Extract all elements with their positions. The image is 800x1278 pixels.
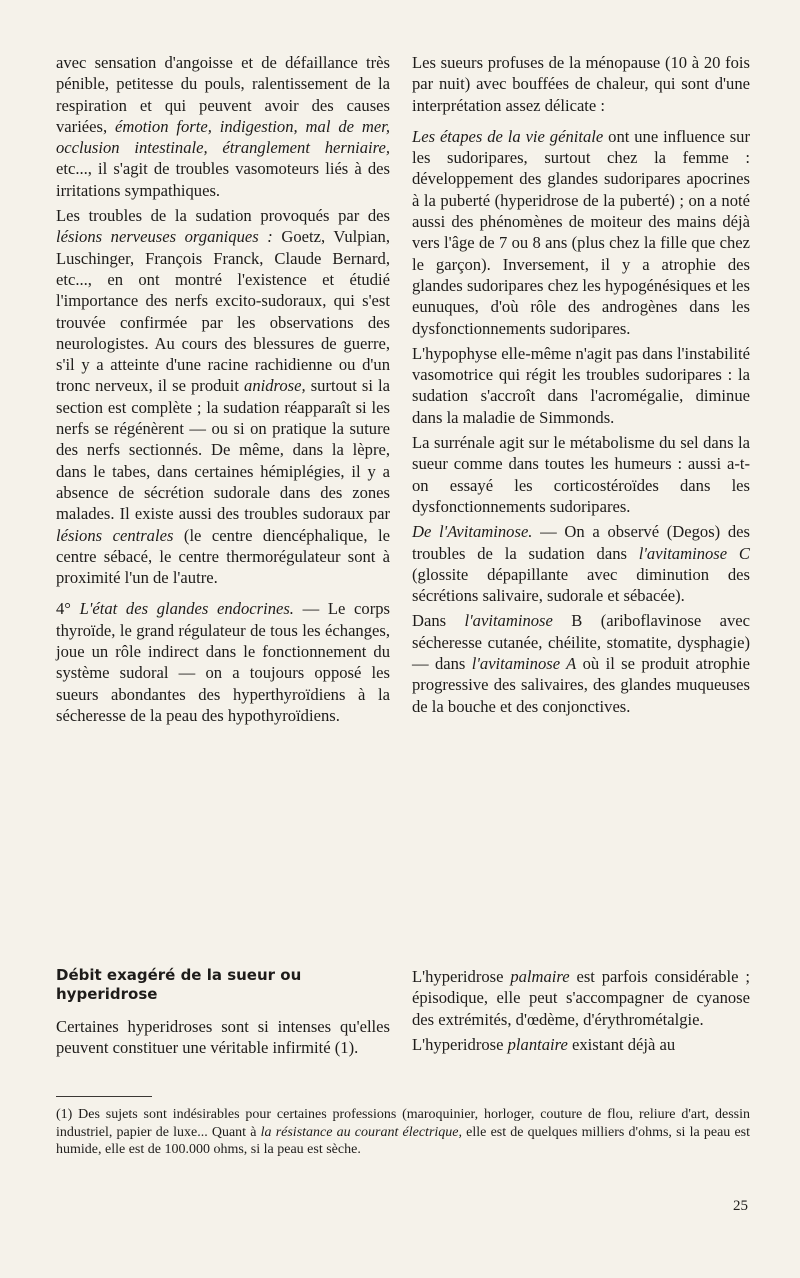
footnote xyxy=(56,1106,750,1159)
text-run: B (ariboflavinose avec sécheresse cutanée, chéilite, stomatite, dysphagie) — dans xyxy=(412,611,750,674)
paragraph-endocrine-glands xyxy=(56,598,390,726)
italic-run: Les étapes de la vie génitale xyxy=(412,126,604,146)
italic-run: l'avitaminose C xyxy=(638,543,750,563)
paragraph-avitaminosis xyxy=(412,521,750,606)
paragraph-hypophysis: L'hypophyse elle-même n'agit pas dans l'instabilité vasomotrice qui régit les troubles sudoripares : la sudation s'accroît dans l'acromégalie, diminue dans la maladie de Simmonds. xyxy=(412,343,750,427)
paragraph-adrenal: La surrénale agit sur le métabolisme du sel dans la sueur comme dans toutes les humeurs : aussi a-t-on essayé les corticostéroïdes dans les dysfonctionnements sudoripares. xyxy=(412,433,750,516)
text-run: — Le corps thyroïde, le grand régulateur de tous les échanges, joue un rôle indirect dans le fonctionnement du système sudoral — on a toujours opposé les sueurs abondantes des hyperthyroïdiens à la sécheresse de la peau des hypothyroïdiens. xyxy=(56,599,390,725)
italic-run: palmaire xyxy=(510,967,570,986)
text-run: L'hyperidrose xyxy=(412,1034,508,1054)
italic-run: lésions centrales xyxy=(56,525,174,545)
text-run: elle est de quelques milliers d'ohms, si la peau est humide, elle est de 100.000 ohms, si la peau est sèche. xyxy=(56,1124,751,1158)
paragraph-palmar xyxy=(412,966,750,1030)
text-run: existant déjà au xyxy=(567,1034,676,1054)
paragraph-nervous-lesions xyxy=(56,205,390,588)
text-run: ont une influence sur les sudoripares, surtout chez la femme : développement des glandes sudoripares apocrines à la puberté (hyperidrose de la puberté) ; on a noté aussi des phénomènes de moiteur des mains déjà vers l'âge de 7 ou 8 ans (plus chez la fille que chez le garçon). Inversement, il y a atrophie des glandes sudoripares chez les hypogénésiques et les eunuques, d'où rôle des androgènes dans les dysfonctionnements sudoripares. xyxy=(412,126,751,338)
italic-run: lésions nerveuses organiques : xyxy=(56,227,273,247)
italic-run: plantaire xyxy=(507,1034,568,1054)
text-run: où il se produit atrophie progressive des salivaires, des glandes muqueuses de la bouche et des conjonctives. xyxy=(412,654,750,716)
italic-run: la résistance au courant électrique, xyxy=(260,1124,463,1140)
text-run: (glossite dépapillante avec diminution des sécrétions salivaire, sudorale et sébacée). xyxy=(412,564,750,606)
text-run: Les troubles de la sudation provoqués par des xyxy=(56,206,390,226)
italic-run: anidrose, xyxy=(244,376,306,396)
paragraph-menopause: Les sueurs profuses de la ménopause (10 à 20 fois par nuit) avec bouffées de chaleur, qui sont d'une interprétation assez délicate : xyxy=(412,53,750,115)
text-run: surtout si la section est complète ; la sudation réapparaît si les nerfs se régénèrent — ou si on pratique la suture des nerfs sectionnés. De même, dans la lèpre, dans le tabes, dans certaines hémiplégies, il y a absence de sécrétion sudorale dans des zones malades. Il existe aussi des troubles sudoraux par xyxy=(56,376,390,524)
right-column-upper xyxy=(412,52,750,717)
paragraph-hyperidrosis-intro: Certaines hyperidroses sont si intenses qu'elles peuvent constituer une véritable infirmité (1). xyxy=(56,1017,390,1058)
text-run: (le centre diencéphalique, le centre sébacé, le centre thermorégulateur sont à proximité l'un de l'autre. xyxy=(56,525,390,588)
paragraph-genital-stages xyxy=(412,126,750,339)
footnote-divider xyxy=(56,1096,152,1097)
italic-run: l'avitaminose xyxy=(464,611,553,631)
text-run: Dans xyxy=(412,611,465,631)
text-run: avec sensation d'angoisse et de défaillance très pénible, petitesse du pouls, ralentissement de la respiration et qui peuvent avoir des causes variées, xyxy=(56,53,390,136)
right-column-lower xyxy=(412,966,750,1055)
paragraph-avitaminosis-b-a xyxy=(412,610,750,716)
text-run: Goetz, Vulpian, Luschinger, François Franck, Claude Bernard, etc..., en ont montré l'existence et étudié l'importance des nerfs excito-sudoraux, qui s'est trouvée confirmée par les observations des neurologistes. Au cours des blessures de guerre, s'il y a atteinte d'une racine rachidienne ou d'un tronc nerveux, il se produit xyxy=(56,227,390,396)
page-number: 25 xyxy=(733,1198,748,1214)
paragraph-vasomotor xyxy=(56,52,390,201)
text-run: (1) Des sujets sont indésirables pour certaines professions (maroquinier, horloger, couture de flou, reliure d'art, dessin industriel, papier de luxe... Quant à xyxy=(56,1107,750,1140)
text-run: 4° xyxy=(56,599,80,619)
left-column-lower xyxy=(56,1016,390,1059)
italic-run: l'avitaminose A xyxy=(471,654,577,674)
text-run: etc..., il s'agit de troubles vasomoteurs liés à des irritations sympathiques. xyxy=(56,159,390,200)
text-run: est parfois considérable ; épisodique, elle peut s'accompagner de cyanose des extrémités, d'œdème, d'érythrométalgie. xyxy=(412,967,750,1029)
italic-run: De l'Avitaminose. xyxy=(412,522,533,542)
paragraph-plantar xyxy=(412,1034,750,1055)
italic-run: émotion forte, indigestion, mal de mer, occlusion intestinale, étranglement herniaire, xyxy=(56,116,390,158)
italic-run: L'état des glandes endocrines. xyxy=(79,599,294,619)
section-heading: Débit exagéré de la sueur ou hyperidrose xyxy=(56,966,302,1003)
left-column-upper xyxy=(56,52,390,726)
text-run: — On a observé (Degos) des troubles de la sudation dans xyxy=(412,522,751,563)
text-run: L'hyperidrose xyxy=(412,967,511,986)
